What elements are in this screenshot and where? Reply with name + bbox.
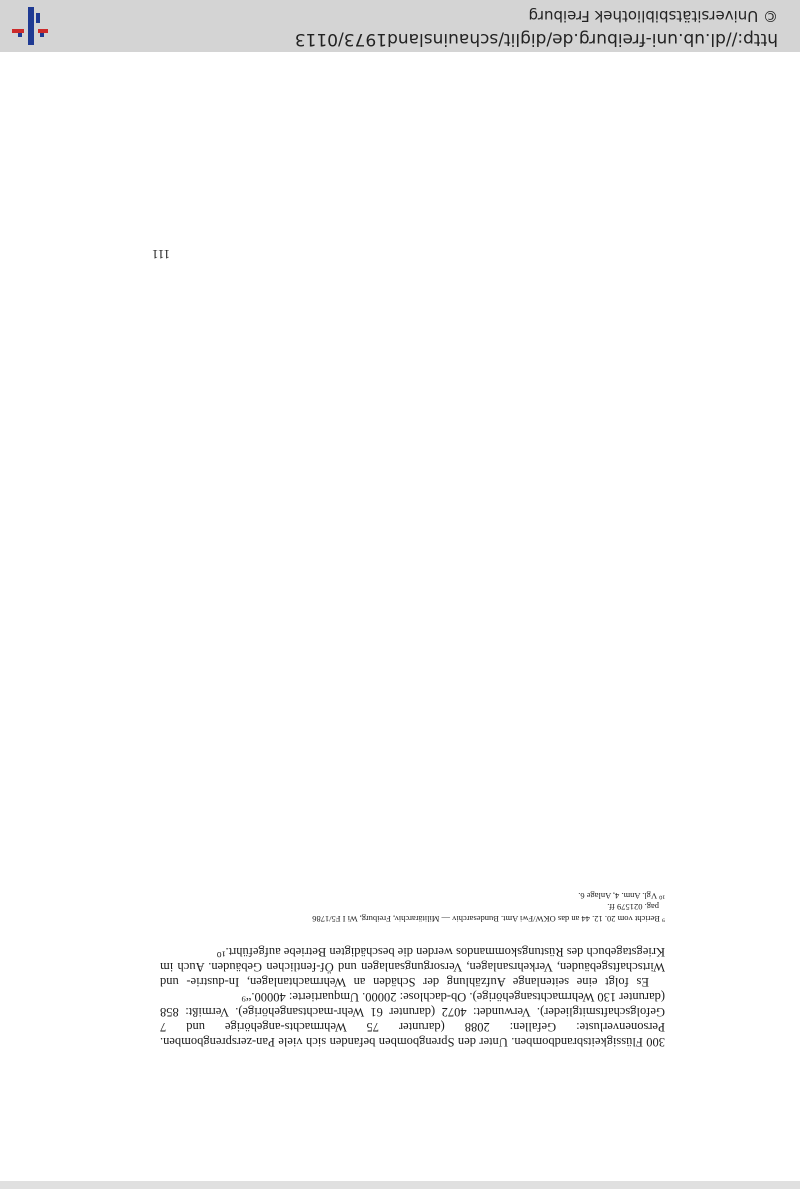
top-strip <box>0 1181 800 1189</box>
footer-url-link[interactable]: http://dl.ub.uni-freiburg.de/diglit/schauinsland1973/0113 <box>294 29 778 49</box>
page-number: 111 <box>152 247 170 261</box>
text-block <box>160 890 665 1050</box>
footnote-9: ⁹ Bericht vom 20. 12. 44 an das OKW/Fwi Amt. Bundesarchiv — Militärarchiv, Freiburg, Wi I F5/1786 <box>312 914 665 924</box>
paragraph-1: 300 Flüssigkeitsbrandbomben. Unter den Sprengbomben befanden sich viele Pan-zersprengbomben. Personenverluste: Gefallen: 2088 (darunter 75 Wehrmachts-angehörige und 7 Gefolgschaftsmitglieder). Verwundet: 4072 (darunter 61 Wehr-machtsangehörige). Vermißt: 858 (darunter 130 Wehrmachtsangehörige). Ob-dachlose: 20000. Umquartierte: 40000.“⁹ <box>160 990 665 1049</box>
footnotes <box>160 891 665 925</box>
footer-copyright: © Universitätsbibliothek Freiburg <box>528 7 778 25</box>
footer-bar <box>0 0 800 52</box>
university-logo-icon <box>10 5 48 47</box>
footnote-9-continuation: pag. 021579 ff. <box>607 902 659 913</box>
paragraph-2: Es folgt eine seitenlange Aufzählung der Schäden an Wehrmachtanlagen, In-dustrie- und Wirtschaftsgebäuden, Verkehrsanlagen, Versorgungsanlagen und Öf-fentlichen Gebäuden. Auch im Kriegstagebuch des Rüstungskommandos werden die beschädigten Betriebe aufgeführt.¹⁰ <box>160 945 665 989</box>
footnote-10: ¹⁰ Vgl. Anm. 4, Anlage 6. <box>578 891 665 901</box>
